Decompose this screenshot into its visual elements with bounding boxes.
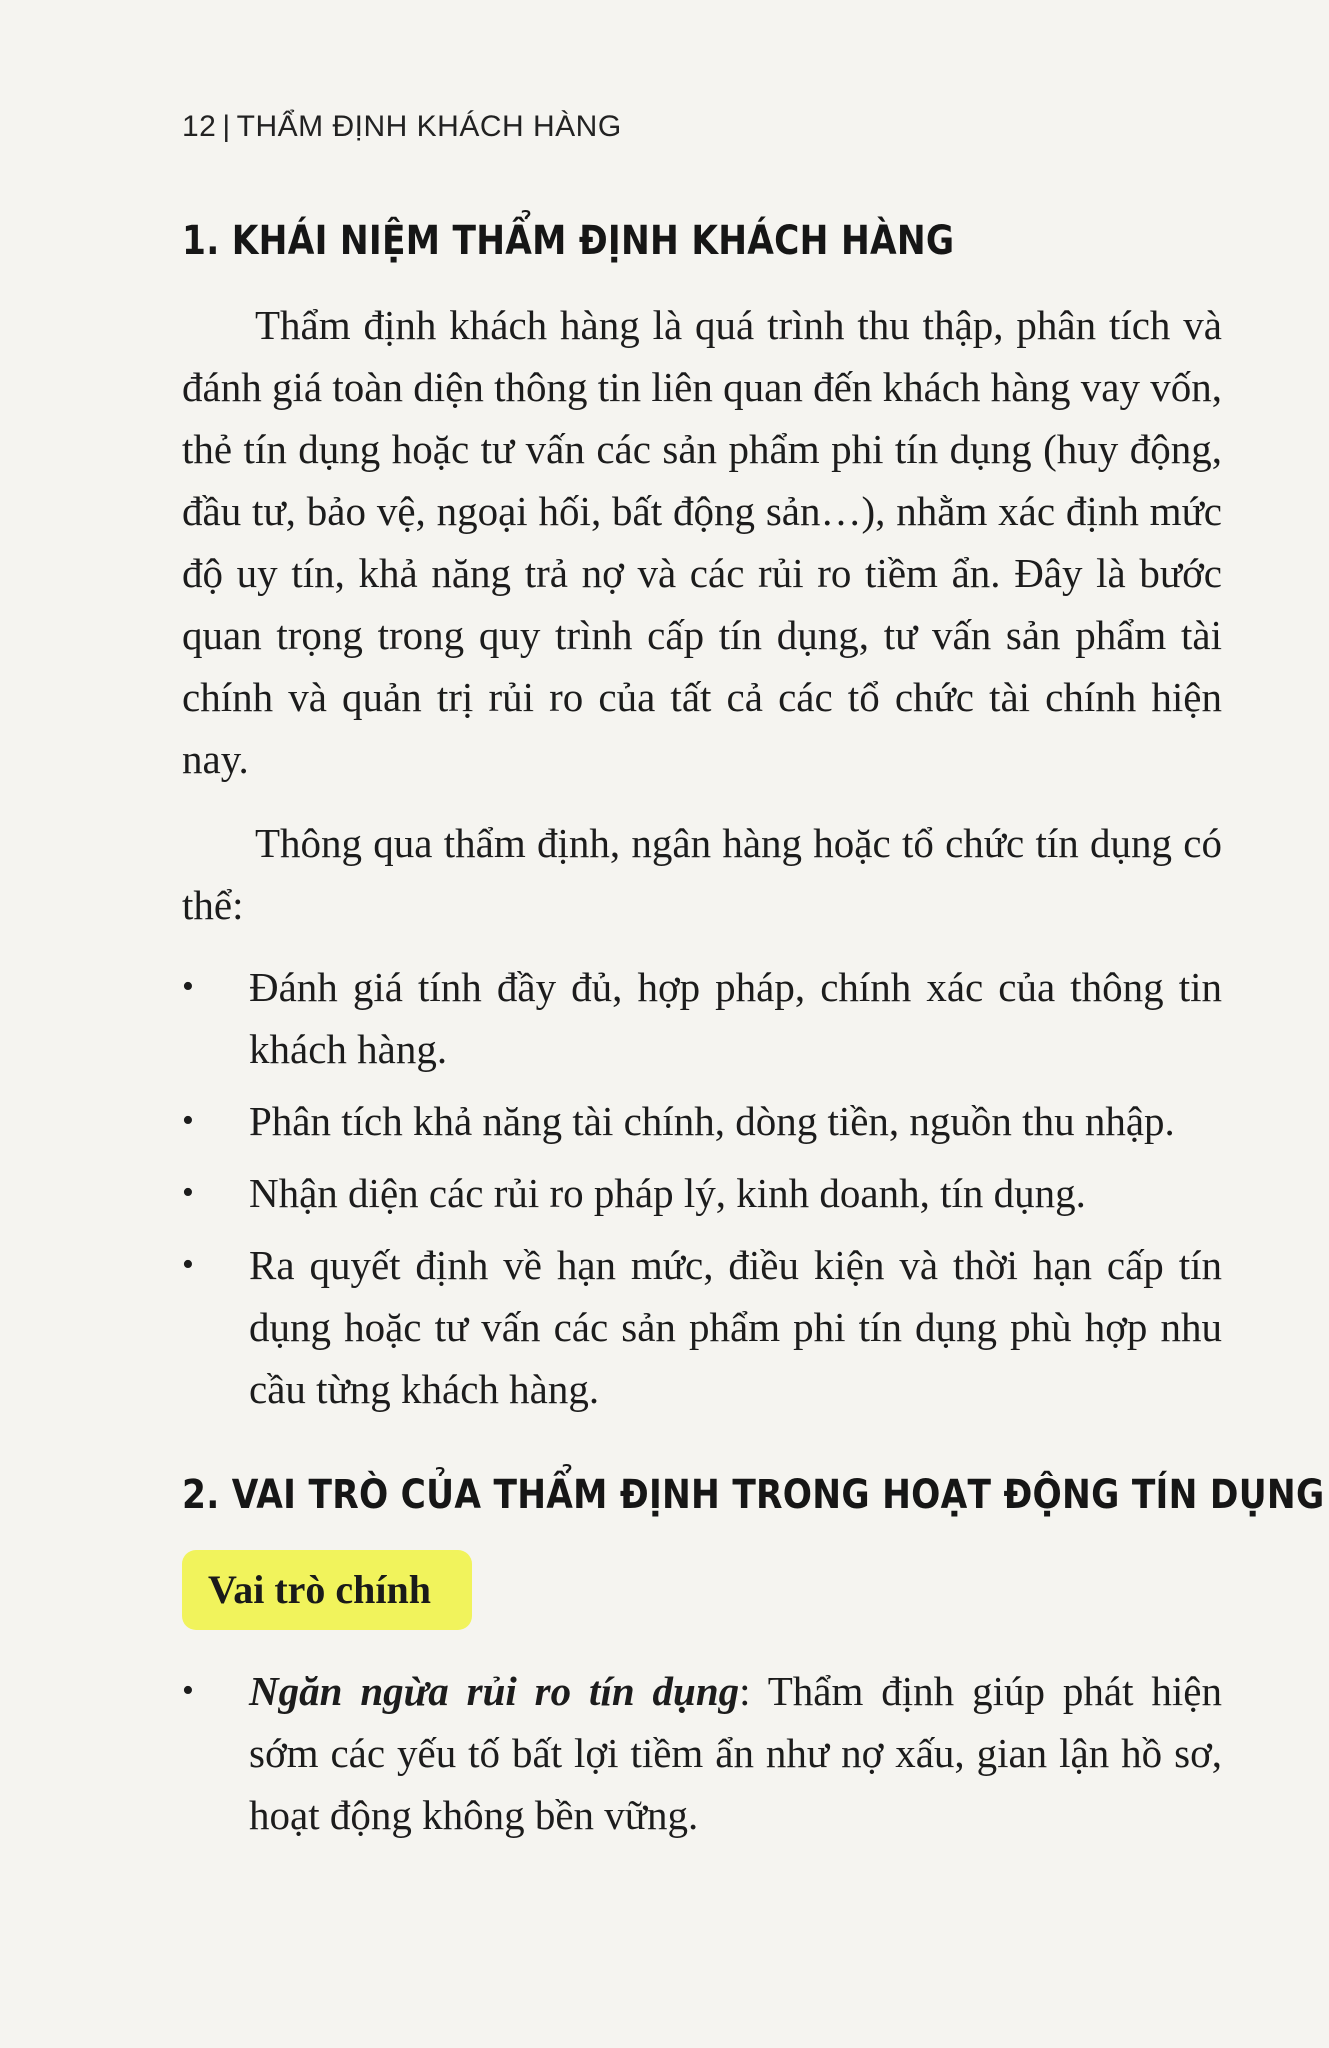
- running-header: [182, 110, 622, 144]
- bullet-description: : Thẩm định giúp phát hiện sớm các yếu tố bất lợi tiềm ẩn như nợ xấu, gian lận hồ sơ, hoạt động không bền vững.: [249, 1668, 1223, 1838]
- list-item-text: Ra quyết định về hạn mức, điều kiện và thời hạn cấp tín dụng hoặc tư vấn các sản phẩm phi tín dụng phù hợp nhu cầu từng khách hàng.: [249, 1242, 1222, 1412]
- section-2-bullet-list: [182, 1660, 1222, 1856]
- list-item: [182, 1234, 1222, 1420]
- list-item: [182, 1162, 1222, 1224]
- section-1-paragraph-2: Thông qua thẩm định, ngân hàng hoặc tổ chức tín dụng có thể:: [182, 820, 1222, 928]
- list-item: [182, 956, 1222, 1080]
- list-item-text: Phân tích khả năng tài chính, dòng tiền, nguồn thu nhập.: [249, 1098, 1175, 1144]
- section-1-bullet-list: [182, 956, 1222, 1430]
- bullet-icon: •: [182, 1246, 194, 1283]
- bullet-term: Ngăn ngừa rủi ro tín dụng: [249, 1668, 740, 1714]
- list-item-text: Đánh giá tính đầy đủ, hợp pháp, chính xác của thông tin khách hàng.: [249, 964, 1222, 1072]
- section-1-title: 1. KHÁI NIỆM THẨM ĐỊNH KHÁCH HÀNG: [182, 218, 955, 264]
- list-item: [182, 1090, 1222, 1152]
- bullet-icon: •: [182, 1174, 194, 1211]
- highlighted-subheading: Vai trò chính: [182, 1550, 472, 1630]
- list-item: [182, 1660, 1222, 1846]
- list-item-text: Nhận diện các rủi ro pháp lý, kinh doanh, tín dụng.: [249, 1170, 1086, 1216]
- section-2-title: 2. VAI TRÒ CỦA THẨM ĐỊNH TRONG HOẠT ĐỘNG TÍN DỤNG: [182, 1472, 1325, 1518]
- page-number: 12: [182, 110, 217, 143]
- section-1-paragraph-1: Thẩm định khách hàng là quá trình thu thập, phân tích và đánh giá toàn diện thông tin liên quan đến khách hàng vay vốn, thẻ tín dụng hoặc tư vấn các sản phẩm phi tín dụng (huy động, đầu tư, bảo vệ, ngoại hối, bất động sản…), nhằm xác định mức độ uy tín, khả năng trả nợ và các rủi ro tiềm ẩn. Đây là bước quan trọng trong quy trình cấp tín dụng, tư vấn sản phẩm tài chính và quản trị rủi ro của tất cả các tổ chức tài chính hiện nay.: [182, 302, 1222, 782]
- bullet-icon: •: [182, 1102, 194, 1139]
- bullet-icon: •: [182, 1672, 194, 1709]
- chapter-title: THẨM ĐỊNH KHÁCH HÀNG: [236, 110, 622, 143]
- header-separator: |: [222, 110, 231, 143]
- bullet-icon: •: [182, 968, 194, 1005]
